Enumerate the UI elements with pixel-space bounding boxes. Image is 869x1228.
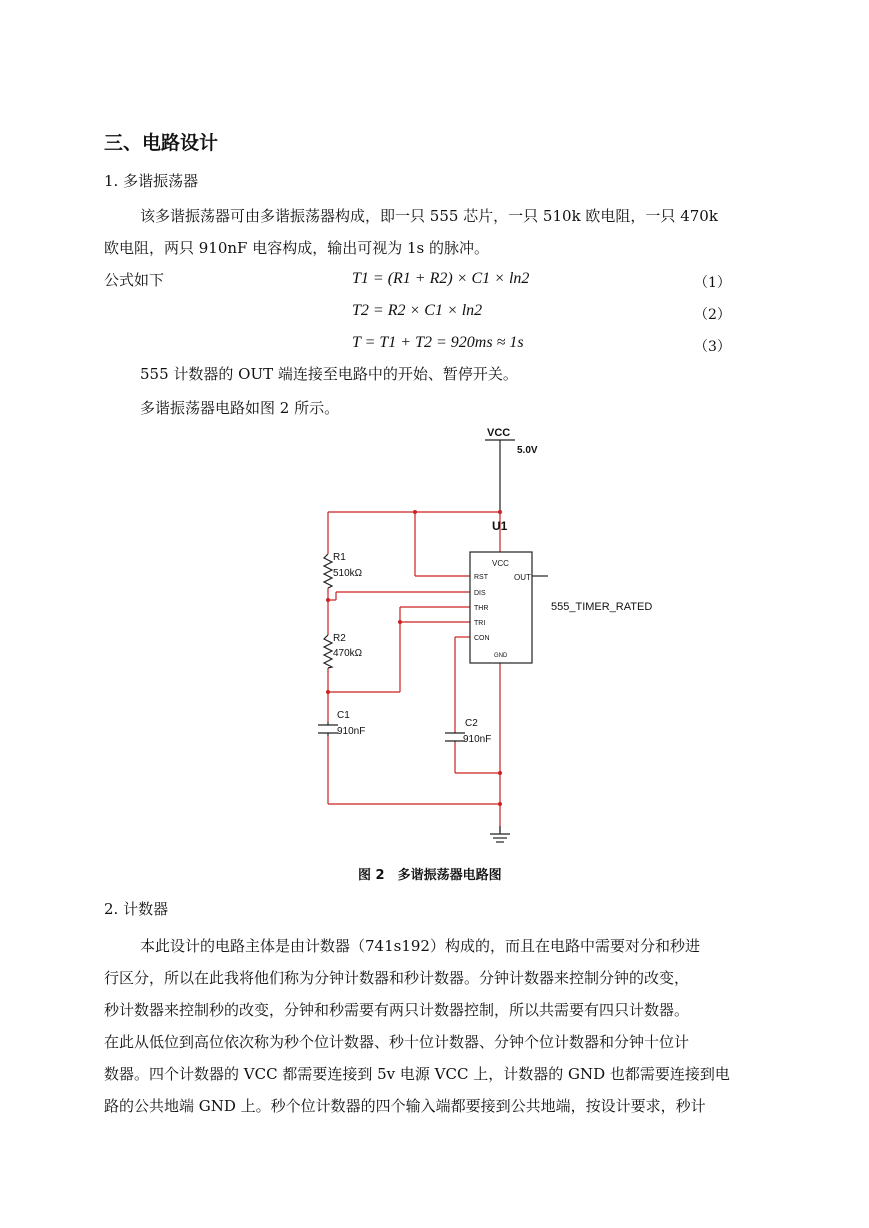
paragraph-line: 路的公共地端 GND 上。秒个位计数器的四个输入端都要接到公共地端，按设计要求，秒计	[104, 1097, 706, 1115]
subsection-heading-counter: 2. 计数器	[104, 900, 169, 918]
paragraph-line: 欧电阻，两只 910nF 电容构成，输出可视为 1s 的脉冲。	[104, 239, 490, 257]
c1-capacitor	[318, 722, 338, 736]
c2-capacitor	[445, 732, 465, 742]
r2-resistor	[324, 635, 332, 668]
c1-ref: C1	[337, 710, 350, 721]
vcc-voltage: 5.0V	[517, 445, 538, 456]
equation-number: （2）	[694, 307, 731, 323]
r2-ref: R2	[333, 633, 346, 644]
equation-number: （1）	[694, 275, 731, 291]
pin-out: OUT	[514, 573, 531, 582]
paragraph-line: 多谐振荡器电路如图 2 所示。	[140, 399, 340, 417]
equation-number: （3）	[694, 339, 731, 355]
equation: T1 = (R1 + R2) × C1 × ln2	[352, 270, 530, 287]
r2-value: 470kΩ	[333, 648, 363, 659]
chip-name: 555_TIMER_RATED	[551, 601, 653, 613]
section-title: 三、电路设计	[104, 132, 219, 154]
pin-thr: THR	[474, 605, 489, 612]
paragraph-line: 秒计数器来控制秒的改变，分钟和秒需要有两只计数器控制，所以共需要有四只计数器。	[104, 1001, 690, 1019]
paragraph-line: 该多谐振荡器可由多谐振荡器构成，即一只 555 芯片，一只 510k 欧电阻，一只 470k	[140, 207, 718, 225]
paragraph-line: 本此设计的电路主体是由计数器（741s192）构成的，而且在电路中需要对分和秒进	[140, 937, 700, 955]
c2-ref: C2	[465, 718, 478, 729]
c2-value: 910nF	[463, 734, 492, 745]
paragraph-line: 555 计数器的 OUT 端连接至电路中的开始、暂停开关。	[140, 365, 518, 383]
subsection-heading-multivibrator: 1. 多谐振荡器	[104, 172, 199, 190]
vcc-label: VCC	[487, 427, 511, 439]
chip-ref: U1	[492, 519, 508, 533]
equation: T2 = R2 × C1 × ln2	[352, 302, 483, 319]
pin-rst: RST	[474, 574, 488, 581]
r1-resistor	[324, 554, 332, 588]
paragraph-line: 行区分，所以在此我将他们称为分钟计数器和秒计数器。分钟计数器来控制分钟的改变，	[104, 969, 690, 987]
paragraph-line: 在此从低位到高位依次称为秒个位计数器、秒十位计数器、分钟个位计数器和分钟十位计	[104, 1033, 690, 1051]
pin-dis: DIS	[474, 590, 486, 597]
paragraph-line: 数器。四个计数器的 VCC 都需要连接到 5v 电源 VCC 上，计数器的 GND 也都需要连接到电	[104, 1065, 730, 1083]
r1-ref: R1	[333, 552, 346, 563]
pin-vcc: VCC	[492, 559, 509, 568]
ground-icon	[490, 826, 510, 842]
equation: T = T1 + T2 = 920ms ≈ 1s	[352, 334, 524, 351]
pin-con: CON	[474, 635, 490, 642]
figure-caption: 图 2 多谐振荡器电路图	[358, 868, 502, 883]
pin-gnd: GND	[494, 653, 508, 659]
c1-value: 910nF	[337, 726, 366, 737]
formula-label: 公式如下	[104, 271, 165, 289]
pin-tri: TRI	[474, 620, 486, 627]
r1-value: 510kΩ	[333, 568, 363, 579]
